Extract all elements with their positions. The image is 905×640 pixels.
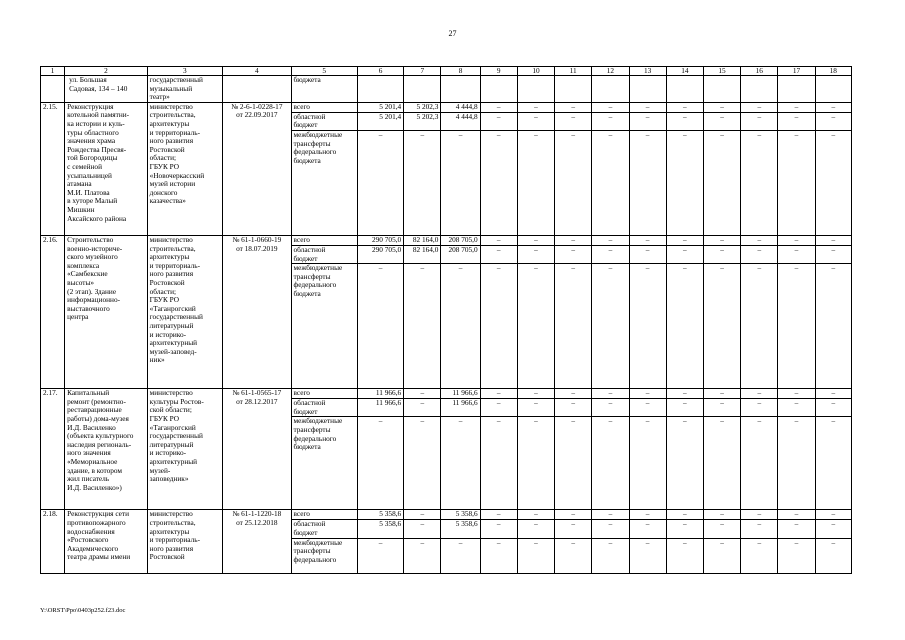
- value-cell: –: [629, 264, 666, 389]
- value-cell: –: [404, 130, 441, 235]
- value-cell: –: [441, 130, 480, 235]
- value-cell: –: [629, 112, 666, 130]
- value-cell: –: [357, 538, 403, 573]
- value-cell: –: [703, 264, 740, 389]
- value-cell: –: [778, 510, 815, 520]
- value-cell: –: [480, 264, 517, 389]
- item-number: 2.17.: [41, 389, 65, 510]
- funding-source: межбюджетные трансферты федерального бюджета: [291, 417, 357, 510]
- value-cell: –: [666, 102, 703, 112]
- organization: министерство строительства, архитектуры и территориаль- ного развития Ростовской области; ГБУК РО «Новочеркасский музей истории донского казачества»: [147, 102, 222, 235]
- value-cell: –: [666, 389, 703, 399]
- value-cell: –: [741, 264, 778, 389]
- value-cell: –: [629, 235, 666, 245]
- column-header: 17: [778, 67, 815, 76]
- object-name: ул. Большая Садовая, 134 – 140: [65, 76, 148, 103]
- document-number: № 2-6-1-0228-17 от 22.09.2017: [223, 102, 291, 235]
- value-cell: 208 705,0: [441, 235, 480, 245]
- value-cell: –: [666, 399, 703, 417]
- value-cell: –: [703, 245, 740, 263]
- organization: государственный музыкальный театр»: [147, 76, 222, 103]
- column-header: 10: [517, 67, 554, 76]
- value-cell: –: [815, 245, 851, 263]
- value-cell: –: [666, 235, 703, 245]
- value-cell: –: [741, 245, 778, 263]
- funding-source: всего: [291, 235, 357, 245]
- value-cell: 11 966,6: [441, 389, 480, 399]
- column-header: 9: [480, 67, 517, 76]
- continued-row: [41, 76, 852, 103]
- value-cell: –: [555, 538, 592, 573]
- value-cell: –: [592, 245, 629, 263]
- value-cell: –: [555, 264, 592, 389]
- value-cell: –: [666, 520, 703, 538]
- value-cell: –: [815, 235, 851, 245]
- value-cell: –: [404, 417, 441, 510]
- value-cell: –: [555, 510, 592, 520]
- object-name: Капитальный ремонт (ремонтно- реставрационные работы) дома-музея И.Д. Василенко (объекта культурного наследия региональ- ного значения «Мемориальное здание, в котором жил писатель И.Д. Василенко»): [65, 389, 148, 510]
- value-cell: –: [480, 520, 517, 538]
- value-cell: 11 966,6: [357, 389, 403, 399]
- column-header: 13: [629, 67, 666, 76]
- value-cell: –: [517, 417, 554, 510]
- object-name: Реконструкция котельной памятни- ка истории и куль- туры областного значения храма Рождества Пресвя- той Богородицы с семейной усыпальницей атамана М.И. Платова в хуторе Малый Мишкин Аксайского района: [65, 102, 148, 235]
- value-cell: 82 164,0: [404, 235, 441, 245]
- object-name: Реконструкция сети противопожарного водоснабжения «Ростовского Академического театра драмы имени: [65, 510, 148, 573]
- value-cell: –: [629, 102, 666, 112]
- value-cell: –: [778, 112, 815, 130]
- value-cell: –: [815, 417, 851, 510]
- value-cell: 11 966,6: [357, 399, 403, 417]
- value-cell: –: [480, 510, 517, 520]
- value-cell: –: [815, 389, 851, 399]
- value-cell: –: [555, 102, 592, 112]
- value-cell: –: [592, 264, 629, 389]
- value-cell: –: [703, 510, 740, 520]
- value-cell: –: [357, 417, 403, 510]
- value-cell: –: [404, 399, 441, 417]
- value-cell: –: [815, 130, 851, 235]
- value-cell: 290 705,0: [357, 245, 403, 263]
- value-cell: –: [629, 399, 666, 417]
- value-cell: –: [778, 538, 815, 573]
- value-cell: –: [592, 112, 629, 130]
- value-cell: –: [629, 245, 666, 263]
- value-cell: –: [480, 399, 517, 417]
- value-cell: 4 444,8: [441, 102, 480, 112]
- column-header: 18: [815, 67, 851, 76]
- value-cell: –: [741, 389, 778, 399]
- value-cell: –: [666, 130, 703, 235]
- table-row: [41, 510, 852, 520]
- value-cell: –: [629, 389, 666, 399]
- value-cell: –: [703, 538, 740, 573]
- value-cell: –: [778, 235, 815, 245]
- table-row: [41, 389, 852, 399]
- column-header: 3: [147, 67, 222, 76]
- value-cell: –: [666, 510, 703, 520]
- value-cell: 5 202,3: [404, 112, 441, 130]
- value-cell: –: [666, 245, 703, 263]
- table-row: [41, 235, 852, 245]
- cell: [223, 76, 291, 103]
- value-cell: –: [741, 102, 778, 112]
- value-cell: –: [480, 130, 517, 235]
- item-number: 2.16.: [41, 235, 65, 388]
- value-cell: –: [480, 417, 517, 510]
- value-cell: 208 705,0: [441, 245, 480, 263]
- value-cell: –: [666, 112, 703, 130]
- organization: министерство культуры Ростов- ской области; ГБУК РО «Таганрогский государственный литературный и историко- архитектурный музей- заповедник»: [147, 389, 222, 510]
- value-cell: –: [517, 538, 554, 573]
- value-cell: –: [517, 245, 554, 263]
- value-cell: –: [441, 264, 480, 389]
- value-cell: –: [517, 102, 554, 112]
- value-cell: –: [480, 245, 517, 263]
- column-header: 4: [223, 67, 291, 76]
- funding-source: межбюджетные трансферты федерального бюджета: [291, 264, 357, 389]
- funding-source: межбюджетные трансферты федерального бюджета: [291, 130, 357, 235]
- funding-source: областной бюджет: [291, 112, 357, 130]
- value-cell: –: [517, 389, 554, 399]
- value-cell: –: [741, 399, 778, 417]
- value-cell: –: [555, 245, 592, 263]
- column-header: 8: [441, 67, 480, 76]
- value-cell: –: [629, 538, 666, 573]
- value-cell: –: [592, 130, 629, 235]
- value-cell: –: [815, 112, 851, 130]
- column-header: 15: [703, 67, 740, 76]
- value-cell: –: [517, 520, 554, 538]
- value-cell: –: [592, 389, 629, 399]
- value-cell: –: [703, 389, 740, 399]
- document-number: № 61-1-1220-18 от 25.12.2018: [223, 510, 291, 573]
- value-cell: –: [666, 538, 703, 573]
- column-header: 12: [592, 67, 629, 76]
- value-cell: –: [555, 399, 592, 417]
- value-cell: –: [778, 102, 815, 112]
- column-header: 5: [291, 67, 357, 76]
- value-cell: –: [703, 520, 740, 538]
- value-cell: –: [778, 130, 815, 235]
- column-header: 11: [555, 67, 592, 76]
- value-cell: 290 705,0: [357, 235, 403, 245]
- value-cell: –: [778, 399, 815, 417]
- value-cell: –: [441, 538, 480, 573]
- value-cell: –: [741, 130, 778, 235]
- value-cell: 5 358,6: [441, 520, 480, 538]
- funding-source: областной бюджет: [291, 399, 357, 417]
- value-cell: 5 358,6: [357, 510, 403, 520]
- value-cell: 4 444,8: [441, 112, 480, 130]
- value-cell: –: [741, 538, 778, 573]
- value-cell: –: [741, 520, 778, 538]
- value-cell: –: [592, 235, 629, 245]
- value-cell: –: [815, 399, 851, 417]
- value-cell: –: [741, 417, 778, 510]
- value-cell: –: [741, 510, 778, 520]
- funding-source: бюджета: [291, 76, 357, 103]
- value-cell: 5 202,3: [404, 102, 441, 112]
- value-cell: –: [404, 264, 441, 389]
- value-cell: –: [703, 399, 740, 417]
- value-cell: –: [778, 245, 815, 263]
- value-cell: –: [480, 389, 517, 399]
- value-cell: –: [778, 417, 815, 510]
- value-cell: –: [666, 264, 703, 389]
- value-cell: –: [703, 130, 740, 235]
- item-number: 2.15.: [41, 102, 65, 235]
- value-cell: –: [629, 510, 666, 520]
- value-cell: 5 358,6: [441, 510, 480, 520]
- organization: министерство строительства, архитектуры и территориаль- ного развития Ростовской: [147, 510, 222, 573]
- value-cell: –: [666, 417, 703, 510]
- value-cell: –: [592, 538, 629, 573]
- file-path-footer: Y:\ORST\Ppo\0403p252.f23.doc: [40, 607, 126, 614]
- value-cell: –: [555, 520, 592, 538]
- value-cell: –: [592, 399, 629, 417]
- program-table: [40, 66, 852, 574]
- column-header: 16: [741, 67, 778, 76]
- funding-source: областной бюджет: [291, 245, 357, 263]
- value-cell: –: [778, 264, 815, 389]
- funding-source: всего: [291, 102, 357, 112]
- value-cell: –: [703, 112, 740, 130]
- value-cell: –: [592, 520, 629, 538]
- funding-source: областной бюджет: [291, 520, 357, 538]
- item-number: 2.18.: [41, 510, 65, 573]
- value-cell: –: [815, 520, 851, 538]
- column-header: 7: [404, 67, 441, 76]
- value-cell: 11 966,6: [441, 399, 480, 417]
- value-cell: –: [741, 235, 778, 245]
- funding-source: межбюджетные трансферты федерального: [291, 538, 357, 573]
- organization: министерство строительства, архитектуры и территориаль- ного развития Ростовской области; ГБУК РО «Таганрогский государственный литературный и историко- архитектурный музей-заповед- ник»: [147, 235, 222, 388]
- value-cell: –: [741, 112, 778, 130]
- column-header: 6: [357, 67, 403, 76]
- value-cell: –: [592, 510, 629, 520]
- value-cell: –: [629, 417, 666, 510]
- value-cell: –: [629, 130, 666, 235]
- value-cell: –: [517, 130, 554, 235]
- value-cell: –: [517, 235, 554, 245]
- value-cell: –: [404, 520, 441, 538]
- value-cell: –: [778, 520, 815, 538]
- value-cell: –: [480, 112, 517, 130]
- value-cell: –: [357, 130, 403, 235]
- value-cell: 82 164,0: [404, 245, 441, 263]
- value-cell: –: [703, 235, 740, 245]
- value-cell: –: [441, 417, 480, 510]
- value-cell: –: [815, 538, 851, 573]
- column-header: 1: [41, 67, 65, 76]
- funding-source: всего: [291, 510, 357, 520]
- value-cell: –: [480, 102, 517, 112]
- value-cell: –: [517, 112, 554, 130]
- page-number: 27: [448, 29, 457, 38]
- value-cell: –: [555, 417, 592, 510]
- document-number: № 61-1-0565-17 от 28.12.2017: [223, 389, 291, 510]
- header-row: [41, 67, 852, 76]
- column-header: 14: [666, 67, 703, 76]
- cell: [41, 76, 65, 103]
- value-cell: –: [629, 520, 666, 538]
- value-cell: –: [404, 538, 441, 573]
- object-name: Строительство военно-историче- ского музейного комплекса «Самбекские высоты» (2 этап). Здание информационно- выставочного центра: [65, 235, 148, 388]
- value-cell: 5 201,4: [357, 112, 403, 130]
- value-cell: –: [555, 112, 592, 130]
- value-cell: –: [555, 130, 592, 235]
- funding-source: всего: [291, 389, 357, 399]
- value-cell: –: [815, 510, 851, 520]
- value-cell: –: [703, 417, 740, 510]
- value-cell: –: [592, 102, 629, 112]
- value-cell: –: [480, 235, 517, 245]
- value-cell: –: [703, 102, 740, 112]
- table-row: [41, 102, 852, 112]
- value-cell: –: [778, 389, 815, 399]
- value-cell: –: [517, 264, 554, 389]
- value-cell: –: [517, 399, 554, 417]
- value-cell: 5 201,4: [357, 102, 403, 112]
- value-cell: –: [357, 264, 403, 389]
- value-cell: –: [592, 417, 629, 510]
- document-number: № 61-1-0660-19 от 18.07.2019: [223, 235, 291, 388]
- column-header: 2: [65, 67, 148, 76]
- value-cell: –: [480, 538, 517, 573]
- value-cell: –: [555, 235, 592, 245]
- value-cell: 5 358,6: [357, 520, 403, 538]
- value-cell: –: [555, 389, 592, 399]
- value-cell: –: [815, 102, 851, 112]
- value-cell: –: [404, 510, 441, 520]
- value-cell: –: [404, 389, 441, 399]
- value-cell: –: [517, 510, 554, 520]
- value-cell: –: [815, 264, 851, 389]
